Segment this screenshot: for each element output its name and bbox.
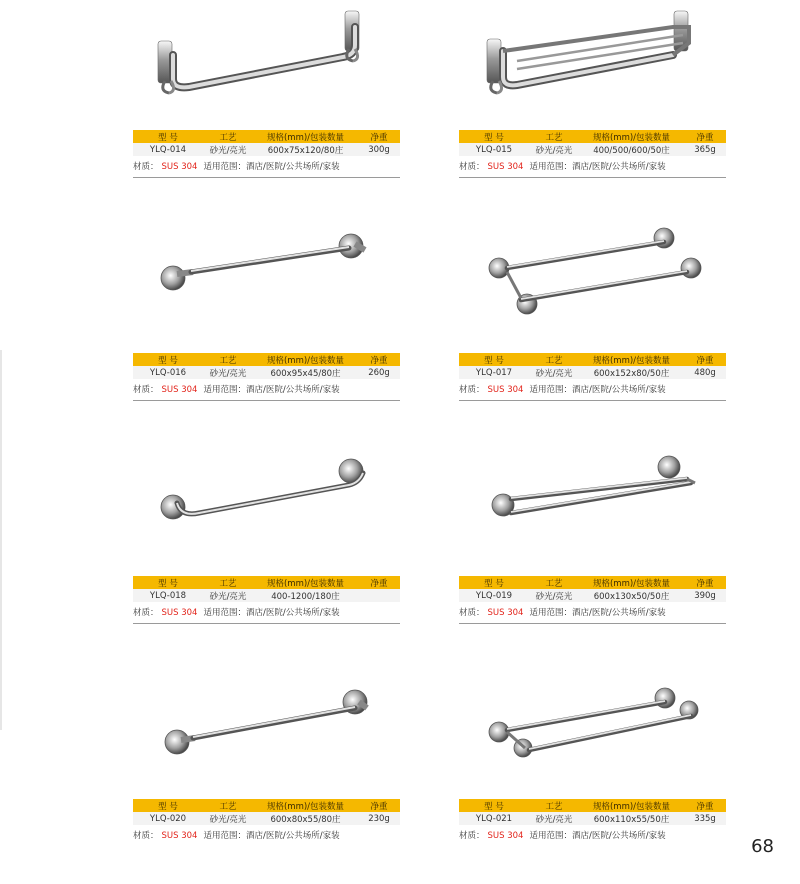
header-process: 工艺	[529, 353, 579, 366]
product-process: 砂光/亮光	[529, 143, 579, 156]
header-spec: 规格(mm)/包装数量	[253, 130, 358, 143]
scope-value: 酒店/医院/公共场所/家装	[245, 162, 340, 172]
header-weight: 净重	[684, 130, 726, 143]
spec-table	[459, 130, 726, 156]
scope-value: 酒店/医院/公共场所/家装	[571, 608, 666, 618]
product-weight: 230g	[358, 812, 400, 825]
scope-label: 适用范围：	[529, 831, 572, 841]
header-model: 型 号	[133, 353, 203, 366]
material-label: 材质：	[459, 831, 485, 841]
material-label: 材质：	[459, 162, 485, 172]
divider	[133, 400, 400, 401]
header-weight: 净重	[358, 576, 400, 589]
header-model: 型 号	[459, 576, 529, 589]
material-line	[459, 829, 726, 841]
product-weight: 260g	[358, 366, 400, 379]
header-model: 型 号	[459, 130, 529, 143]
product-card	[459, 451, 726, 661]
product-card	[459, 228, 726, 438]
material-label: 材质：	[133, 385, 159, 395]
double-towel-bar-icon	[459, 228, 726, 348]
header-spec: 规格(mm)/包装数量	[579, 353, 684, 366]
product-card	[133, 228, 400, 438]
material-label: 材质：	[133, 608, 159, 618]
scope-value: 酒店/医院/公共场所/家装	[571, 385, 666, 395]
material-line	[133, 829, 400, 841]
product-process: 砂光/亮光	[529, 366, 579, 379]
divider	[133, 623, 400, 624]
product-spec: 600x80x55/80庄	[253, 812, 358, 825]
material-line	[459, 606, 726, 618]
material-value: SUS 304	[161, 385, 198, 395]
spec-table	[133, 130, 400, 156]
material-value: SUS 304	[487, 385, 524, 395]
product-weight: 480g	[684, 366, 726, 379]
page-edge-shadow	[0, 350, 2, 730]
product-process: 砂光/亮光	[203, 589, 253, 602]
header-process: 工艺	[203, 799, 253, 812]
product-spec: 600x152x80/50庄	[579, 366, 684, 379]
material-value: SUS 304	[161, 162, 198, 172]
scope-label: 适用范围：	[203, 162, 246, 172]
scope-label: 适用范围：	[203, 608, 246, 618]
scope-value: 酒店/医院/公共场所/家装	[245, 831, 340, 841]
product-weight: 365g	[684, 143, 726, 156]
material-line	[133, 160, 400, 172]
product-process: 砂光/亮光	[203, 143, 253, 156]
spec-table	[133, 353, 400, 379]
header-process: 工艺	[529, 576, 579, 589]
header-model: 型 号	[459, 799, 529, 812]
product-weight	[358, 589, 400, 602]
material-value: SUS 304	[161, 831, 198, 841]
product-spec: 400/500/600/50庄	[579, 143, 684, 156]
product-card	[459, 5, 726, 215]
product-process: 砂光/亮光	[203, 366, 253, 379]
material-label: 材质：	[459, 608, 485, 618]
material-label: 材质：	[133, 831, 159, 841]
product-model: YLQ-014	[133, 143, 203, 156]
header-spec: 规格(mm)/包装数量	[579, 130, 684, 143]
header-spec: 规格(mm)/包装数量	[253, 576, 358, 589]
divider	[459, 177, 726, 178]
scope-value: 酒店/医院/公共场所/家装	[571, 162, 666, 172]
header-weight: 净重	[358, 130, 400, 143]
header-weight: 净重	[358, 353, 400, 366]
product-weight: 390g	[684, 589, 726, 602]
header-process: 工艺	[529, 130, 579, 143]
header-process: 工艺	[203, 353, 253, 366]
product-card	[133, 451, 400, 661]
material-line	[459, 383, 726, 395]
header-process: 工艺	[203, 576, 253, 589]
single-towel-bar-icon	[133, 674, 400, 794]
product-model: YLQ-019	[459, 589, 529, 602]
material-label: 材质：	[459, 385, 485, 395]
product-model: YLQ-021	[459, 812, 529, 825]
divider	[459, 400, 726, 401]
product-spec: 600x130x50/50庄	[579, 589, 684, 602]
scope-label: 适用范围：	[529, 608, 572, 618]
header-weight: 净重	[684, 576, 726, 589]
scope-label: 适用范围：	[203, 831, 246, 841]
divider	[133, 177, 400, 178]
header-spec: 规格(mm)/包装数量	[579, 799, 684, 812]
header-process: 工艺	[529, 799, 579, 812]
product-spec: 600x75x120/80庄	[253, 143, 358, 156]
product-spec: 400-1200/180庄	[253, 589, 358, 602]
divider	[459, 623, 726, 624]
material-value: SUS 304	[487, 608, 524, 618]
towel-rack-with-hooks-icon	[133, 5, 400, 125]
product-card	[133, 5, 400, 215]
header-model: 型 号	[133, 130, 203, 143]
scope-label: 适用范围：	[203, 385, 246, 395]
page-number: 68	[751, 836, 774, 857]
header-model: 型 号	[459, 353, 529, 366]
header-process: 工艺	[203, 130, 253, 143]
product-spec: 600x110x55/50庄	[579, 812, 684, 825]
material-line	[459, 160, 726, 172]
product-process: 砂光/亮光	[529, 812, 579, 825]
towel-shelf-with-hooks-icon	[459, 5, 726, 125]
product-spec: 600x95x45/80庄	[253, 366, 358, 379]
scope-label: 适用范围：	[529, 385, 572, 395]
header-model: 型 号	[133, 799, 203, 812]
header-spec: 规格(mm)/包装数量	[579, 576, 684, 589]
header-weight: 净重	[684, 799, 726, 812]
product-model: YLQ-015	[459, 143, 529, 156]
material-value: SUS 304	[161, 608, 198, 618]
spec-table	[459, 799, 726, 825]
material-line	[133, 383, 400, 395]
spec-table	[459, 353, 726, 379]
header-model: 型 号	[133, 576, 203, 589]
product-model: YLQ-020	[133, 812, 203, 825]
spec-table	[133, 576, 400, 602]
spec-table	[459, 576, 726, 602]
double-towel-bar-icon	[459, 451, 726, 571]
product-weight: 335g	[684, 812, 726, 825]
scope-value: 酒店/医院/公共场所/家装	[245, 385, 340, 395]
product-model: YLQ-016	[133, 366, 203, 379]
product-model: YLQ-018	[133, 589, 203, 602]
material-line	[133, 606, 400, 618]
single-towel-bar-icon	[133, 228, 400, 348]
material-label: 材质：	[133, 162, 159, 172]
single-towel-bar-icon	[133, 451, 400, 571]
header-weight: 净重	[358, 799, 400, 812]
scope-label: 适用范围：	[529, 162, 572, 172]
material-value: SUS 304	[487, 831, 524, 841]
material-value: SUS 304	[487, 162, 524, 172]
product-weight: 300g	[358, 143, 400, 156]
product-model: YLQ-017	[459, 366, 529, 379]
product-process: 砂光/亮光	[529, 589, 579, 602]
header-weight: 净重	[684, 353, 726, 366]
scope-value: 酒店/医院/公共场所/家装	[571, 831, 666, 841]
product-process: 砂光/亮光	[203, 812, 253, 825]
spec-table	[133, 799, 400, 825]
header-spec: 规格(mm)/包装数量	[253, 353, 358, 366]
scope-value: 酒店/医院/公共场所/家装	[245, 608, 340, 618]
header-spec: 规格(mm)/包装数量	[253, 799, 358, 812]
double-towel-bar-icon	[459, 674, 726, 794]
